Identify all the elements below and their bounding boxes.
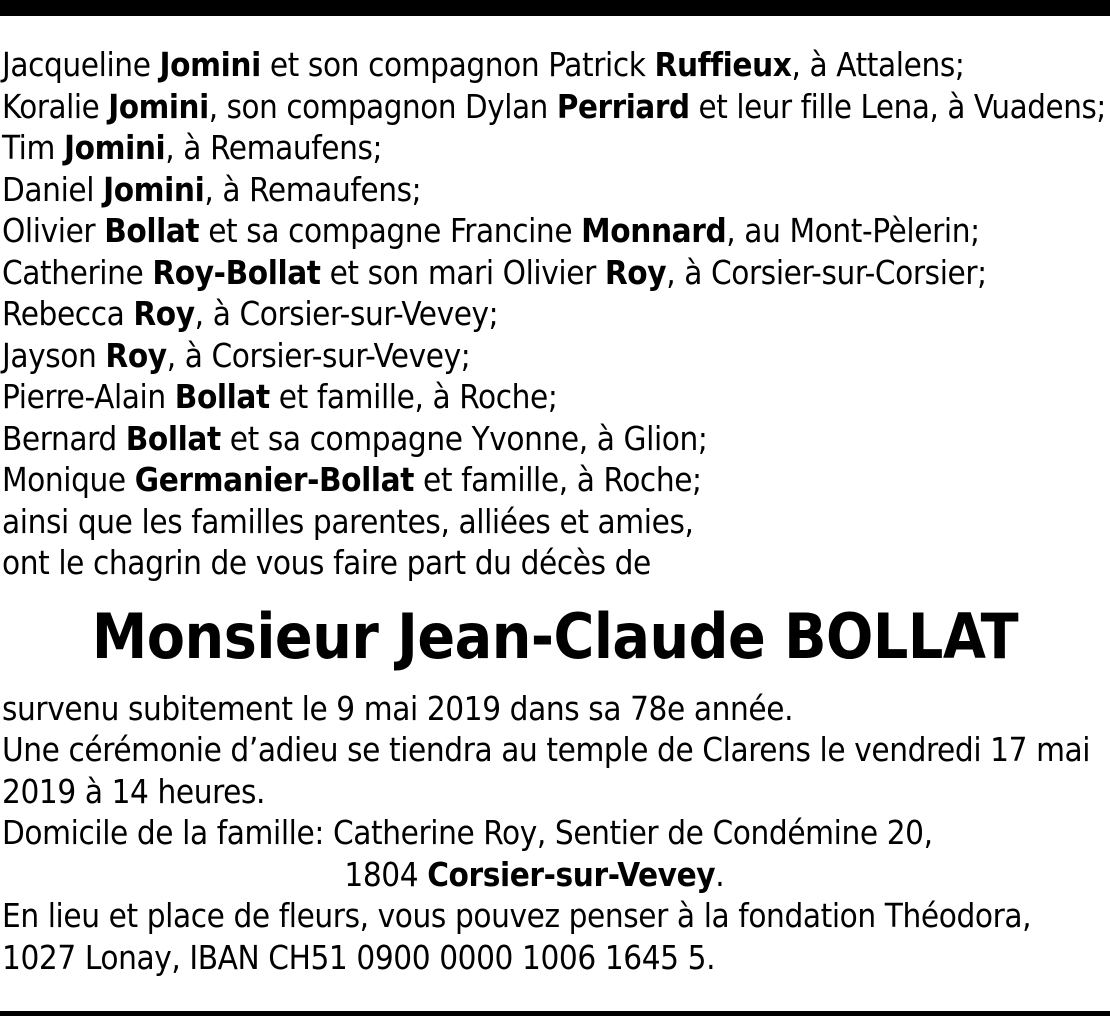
family-text: Koralie — [2, 86, 109, 126]
family-surname: Ruffieux — [654, 45, 792, 84]
family-line — [2, 335, 1106, 377]
family-surname: Roy — [105, 335, 167, 375]
family-text: , à Remaufens; — [165, 128, 383, 167]
family-surname: Bollat — [104, 211, 200, 250]
family-line — [2, 210, 1106, 252]
family-text: et famille, à Roche; — [414, 460, 702, 499]
family-text: Jacqueline — [2, 45, 160, 84]
family-text: et sa compagne Yvonne, à Glion; — [220, 418, 708, 458]
family-surname: Roy — [133, 294, 195, 333]
family-text: , à Corsier-sur-Corsier; — [666, 252, 987, 292]
ceremony-line-2: 2019 à 14 heures. — [2, 771, 266, 811]
family-list — [2, 44, 1108, 584]
family-line — [2, 542, 1106, 584]
family-text: et sa compagne Francine — [199, 211, 582, 250]
family-surname: Perriard — [556, 86, 690, 126]
family-text: Jayson — [2, 335, 106, 375]
family-text: , à Attalens; — [791, 45, 965, 84]
top-rule — [0, 0, 1110, 16]
family-text: ont le chagrin de vous faire part du décès de — [2, 543, 651, 582]
family-surname: Jomini — [159, 45, 261, 84]
donation-line-1: En lieu et place de fleurs, vous pouvez penser à la fondation Théodora, — [2, 896, 1032, 935]
family-line — [2, 252, 1106, 294]
date-line: survenu subitement le 9 mai 2019 dans sa 78e année. — [2, 688, 794, 728]
domicile-line-2 — [2, 854, 1106, 896]
family-text: Rebecca — [2, 294, 134, 333]
family-text: et leur fille Lena, à Vuadens; — [689, 86, 1106, 126]
family-line — [2, 127, 1106, 169]
family-text: , à Corsier-sur-Vevey; — [194, 294, 499, 333]
family-text: et famille, à Roche; — [269, 377, 558, 416]
family-surname: Bollat — [125, 418, 221, 458]
family-text: Tim — [2, 128, 65, 167]
family-text: , à Corsier-sur-Vevey; — [166, 335, 471, 375]
family-surname: Roy-Bollat — [152, 252, 321, 292]
family-text: Pierre-Alain — [2, 377, 175, 416]
family-line — [2, 501, 1106, 543]
deceased-name: Monsieur Jean-Claude BOLLAT — [91, 599, 1019, 673]
family-line — [2, 169, 1106, 211]
family-text: Olivier — [2, 211, 105, 250]
domicile-postcode: 1804 — [344, 854, 428, 894]
family-line — [2, 418, 1106, 460]
family-text: ainsi que les familles parentes, alliées et amies, — [2, 501, 694, 541]
family-text: et son mari Olivier — [320, 252, 605, 292]
family-line — [2, 293, 1106, 335]
family-surname: Bollat — [174, 377, 270, 416]
family-surname: Germanier-Bollat — [134, 460, 415, 499]
domicile-end: . — [715, 854, 725, 894]
domicile-line-1: Domicile de la famille: Catherine Roy, Sentier de Condémine 20, — [2, 813, 933, 852]
family-text: Bernard — [2, 418, 126, 458]
family-surname: Roy — [604, 252, 667, 292]
family-line — [2, 86, 1106, 128]
family-text: , à Remaufens; — [204, 169, 422, 209]
family-text: , au Mont-Pèlerin; — [726, 211, 980, 250]
obituary-notice — [2, 44, 1108, 978]
family-surname: Jomini — [108, 86, 209, 126]
family-line — [2, 459, 1106, 501]
bottom-rule — [0, 1011, 1110, 1016]
notice-details — [2, 688, 1108, 979]
family-text: et son compagnon Patrick — [260, 45, 655, 84]
family-line — [2, 376, 1106, 418]
family-line — [2, 44, 1106, 86]
family-surname: Jomini — [64, 128, 166, 167]
domicile-city: Corsier-sur-Vevey — [427, 854, 716, 894]
family-text: , son compagnon Dylan — [208, 86, 557, 126]
ceremony-line-1: Une cérémonie d’adieu se tiendra au temple de Clarens le vendredi 17 mai — [2, 730, 1091, 769]
family-text: Monique — [2, 460, 135, 499]
donation-line-2: 1027 Lonay, IBAN CH51 0900 0000 1006 1645 5. — [2, 937, 716, 977]
family-surname: Jomini — [103, 169, 205, 209]
family-text: Catherine — [2, 252, 153, 292]
family-surname: Monnard — [581, 211, 727, 250]
family-text: Daniel — [2, 169, 104, 209]
